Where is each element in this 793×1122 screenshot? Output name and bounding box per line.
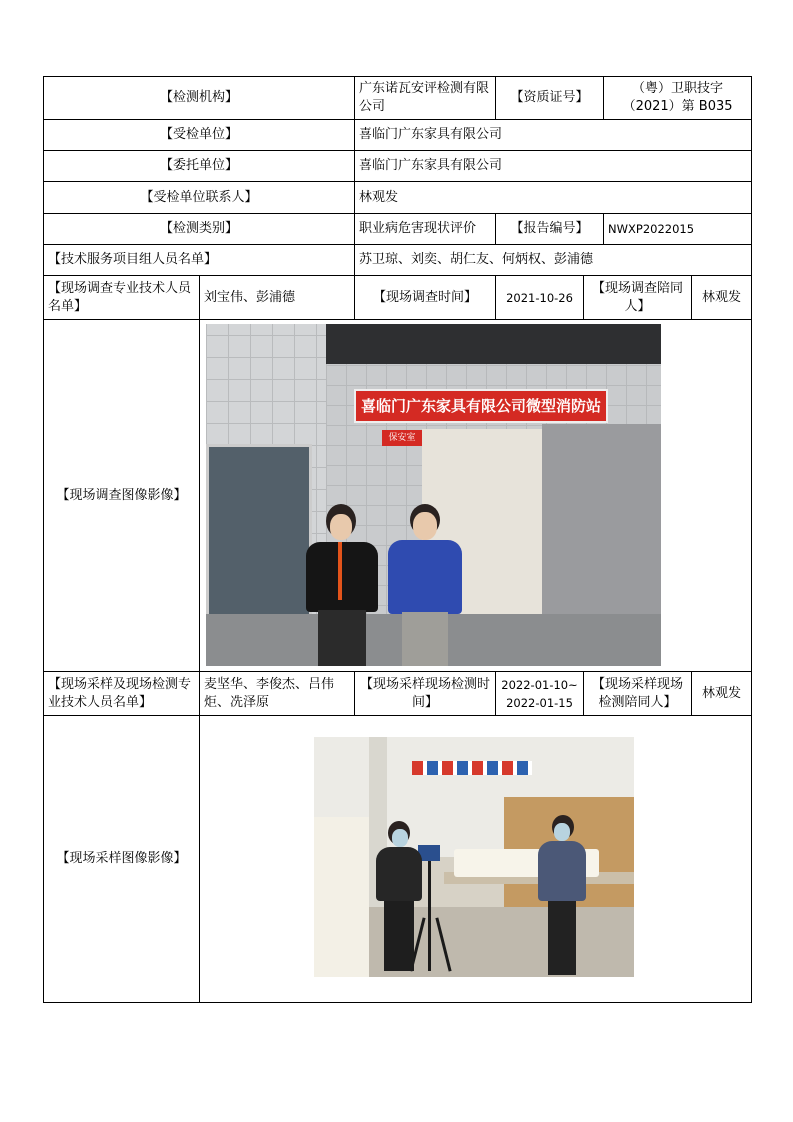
safety-signs (412, 761, 532, 775)
security-room-sign: 保安室 (382, 430, 422, 446)
contact-label: 【受检单位联系人】 (44, 182, 355, 214)
row-inspected (44, 120, 752, 151)
sampling-time-start: 2022-01-10~ (501, 677, 578, 692)
survey-time-value: 2021-10-26 (496, 276, 584, 320)
survey-time-label: 【现场调查时间】 (355, 276, 496, 320)
cert-value: （粤）卫职技字（2021）第 B035 (604, 77, 752, 120)
foam-pile (314, 817, 369, 977)
sampling-companion-label: 【现场采样现场检测陪同人】 (584, 672, 692, 716)
inspection-info-table (43, 76, 751, 1003)
survey-companion-value: 林观发 (692, 276, 752, 320)
cert-label: 【资质证号】 (496, 77, 604, 120)
client-label: 【委托单位】 (44, 151, 355, 182)
client-value: 喜临门广东家具有限公司 (355, 151, 752, 182)
row-survey (44, 276, 752, 320)
survey-photo (206, 324, 661, 666)
survey-companion-label: 【现场调查陪同人】 (584, 276, 692, 320)
agency-label: 【检测机构】 (44, 77, 355, 120)
row-contact (44, 182, 752, 214)
report-label: 【报告编号】 (496, 214, 604, 245)
row-team (44, 245, 752, 276)
worker-right (536, 815, 588, 975)
sampling-image-label: 【现场采样图像影像】 (44, 716, 200, 1003)
window (206, 444, 312, 620)
sampling-companion-value: 林观发 (692, 672, 752, 716)
team-label: 【技术服务项目组人员名单】 (44, 245, 355, 276)
row-survey-image (44, 320, 752, 672)
sampling-time-end: 2022-01-15 (506, 695, 573, 710)
survey-staff-value: 刘宝伟、彭浦德 (200, 276, 355, 320)
report-value: NWXP2022015 (604, 214, 752, 245)
person-right (384, 504, 464, 666)
agency-value: 广东诺瓦安评检测有限公司 (355, 77, 496, 120)
sampling-time-value (496, 672, 584, 716)
row-agency (44, 77, 752, 120)
sampling-staff-value: 麦坚华、李俊杰、吕伟炬、冼泽原 (200, 672, 355, 716)
inspected-value: 喜临门广东家具有限公司 (355, 120, 752, 151)
survey-image-label: 【现场调查图像影像】 (44, 320, 200, 672)
inspected-label: 【受检单位】 (44, 120, 355, 151)
sampling-staff-label: 【现场采样及现场检测专业技术人员名单】 (44, 672, 200, 716)
sampling-photo-cell (200, 716, 752, 1003)
row-sampling (44, 672, 752, 716)
ceiling (326, 324, 661, 364)
tripod-leg (428, 861, 431, 971)
person-left (302, 504, 382, 666)
fire-station-sign: 喜临门广东家具有限公司微型消防站 (354, 389, 608, 423)
type-value: 职业病危害现状评价 (355, 214, 496, 245)
row-client (44, 151, 752, 182)
survey-staff-label: 【现场调查专业技术人员名单】 (44, 276, 200, 320)
sampling-photo (314, 737, 634, 977)
sampling-time-label: 【现场采样现场检测时间】 (355, 672, 496, 716)
team-value: 苏卫琼、刘奕、胡仁友、何炳权、彭浦德 (355, 245, 752, 276)
contact-value: 林观发 (355, 182, 752, 214)
survey-photo-cell (200, 320, 752, 672)
worker-left (374, 821, 424, 971)
type-label: 【检测类别】 (44, 214, 355, 245)
row-sampling-image (44, 716, 752, 1003)
row-type (44, 214, 752, 245)
